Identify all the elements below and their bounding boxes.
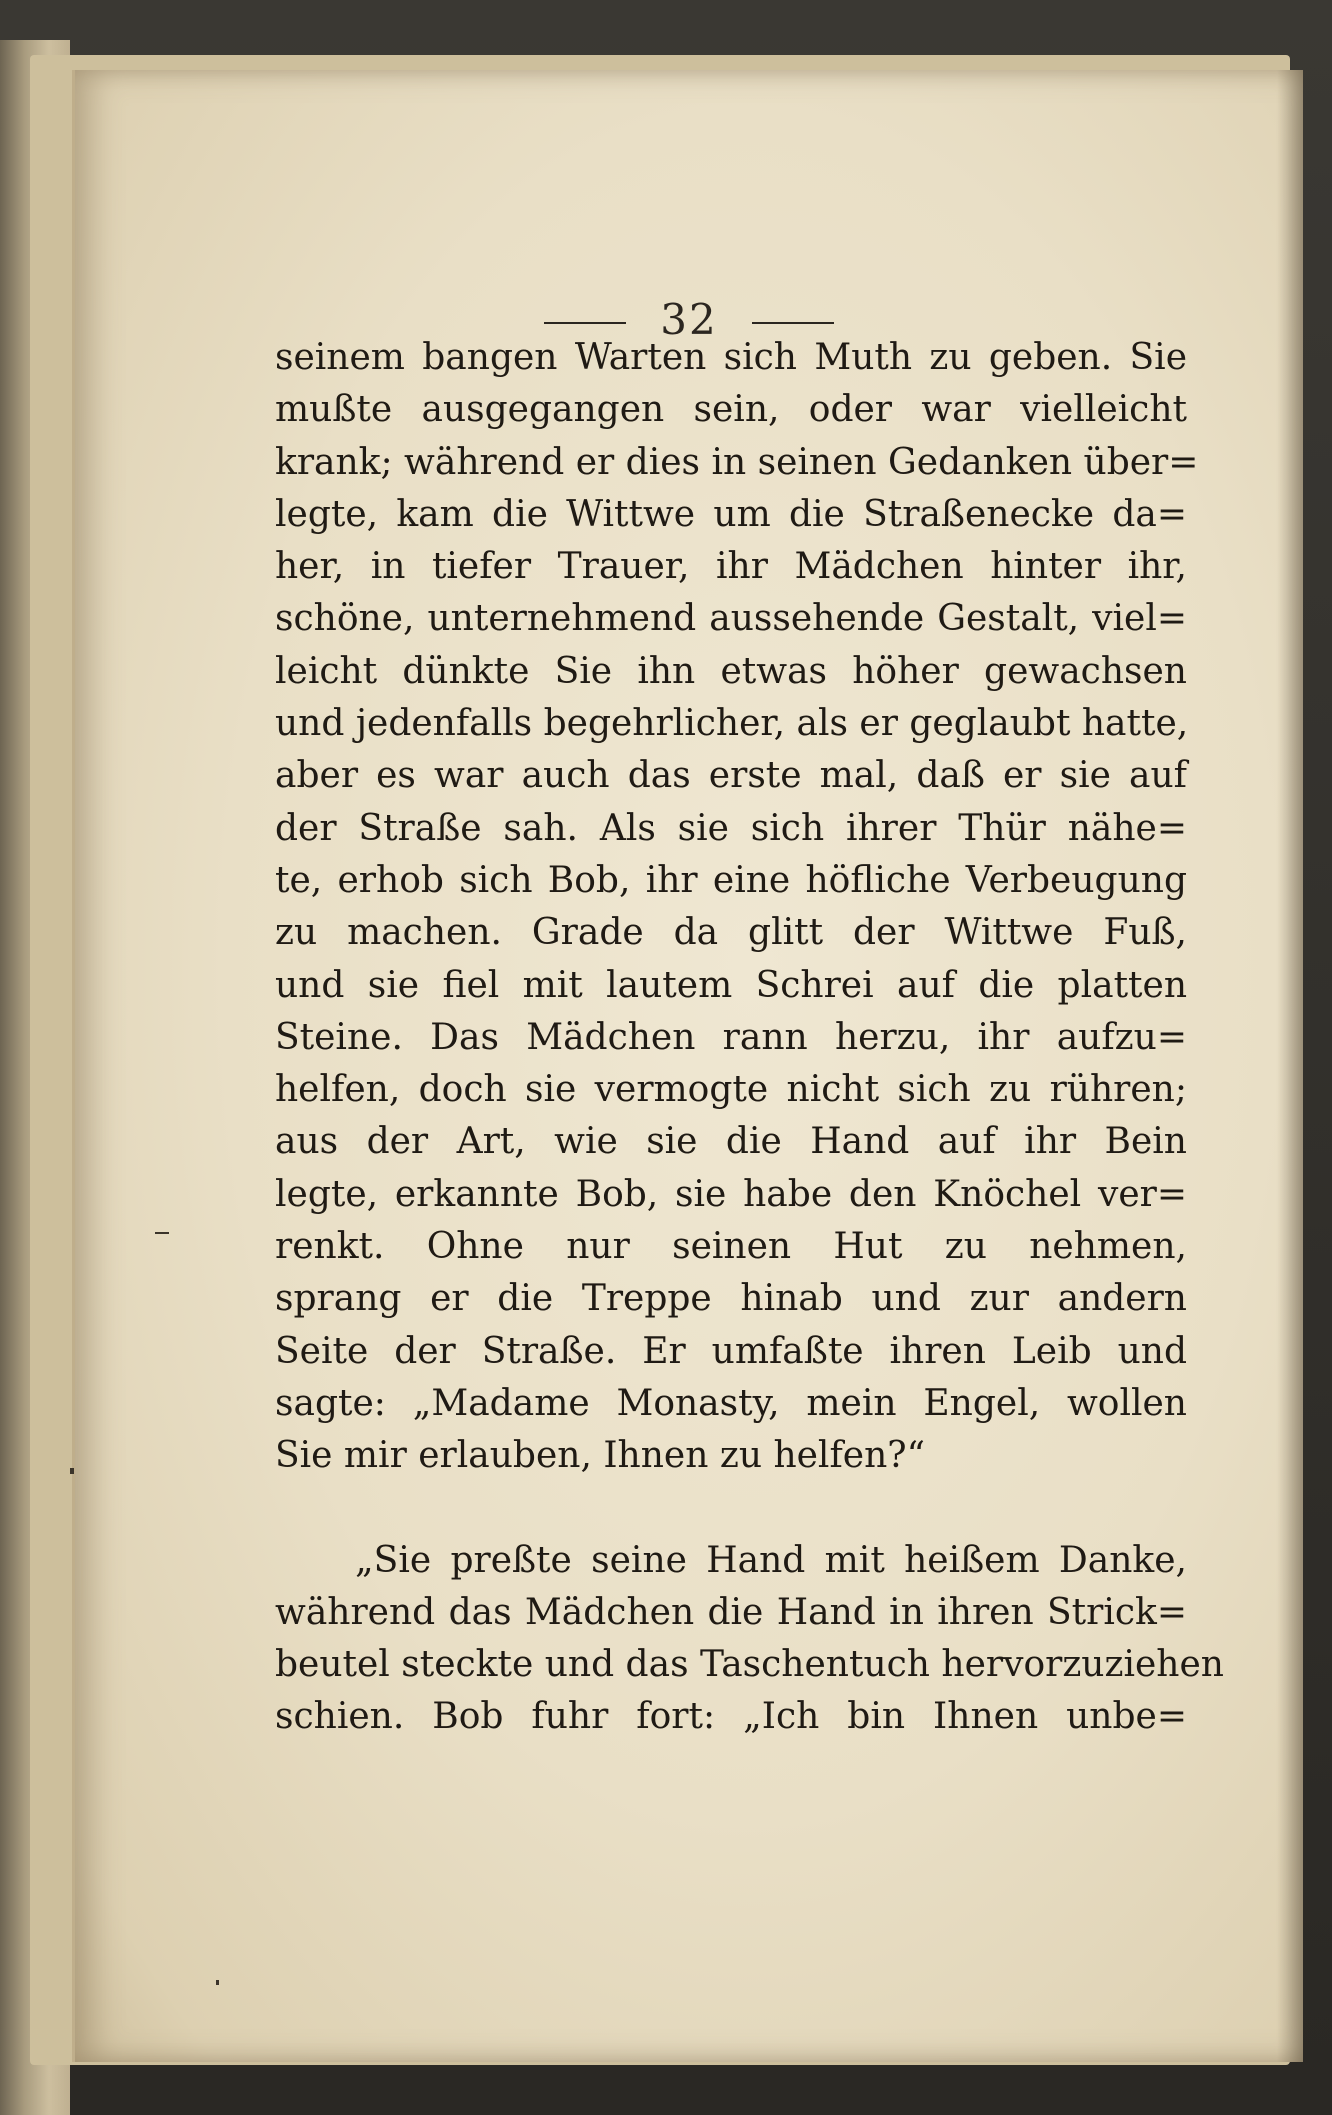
text-line: „Sie preßte seine Hand mit heißem Danke, — [355, 1539, 1187, 1581]
text-line: aber es war auch das erste mal, daß er sie auf — [275, 755, 1187, 797]
text-line: schien. Bob fuhr fort: „Ich bin Ihnen unbe= — [275, 1696, 1187, 1738]
text-line: her, in tiefer Trauer, ihr Mädchen hinter ihr, — [275, 546, 1187, 588]
text-line: sprang er die Treppe hinab und zur andern — [275, 1278, 1187, 1320]
page-number: 32 — [660, 295, 718, 344]
text-line: zu machen. Grade da glitt der Wittwe Fuß, — [275, 912, 1187, 954]
margin-speck — [216, 1980, 219, 1985]
body-text — [275, 332, 1224, 1744]
text-line: helfen, doch sie vermogte nicht sich zu rühren; — [275, 1069, 1187, 1111]
text-line: beutel steckte und das Taschentuch hervorzuziehen — [275, 1644, 1224, 1686]
margin-speck — [70, 1468, 74, 1474]
header-rule-right — [752, 322, 834, 324]
page-edge-shadow — [1277, 70, 1303, 2062]
margin-mark — [155, 1232, 169, 1234]
text-line: der Straße sah. Als sie sich ihrer Thür nähe= — [275, 807, 1187, 849]
paragraph-1 — [275, 332, 1199, 1483]
text-line: aus der Art, wie sie die Hand auf ihr Bein — [275, 1121, 1187, 1163]
paragraph-gap — [275, 1483, 1187, 1535]
text-line: renkt. Ohne nur seinen Hut zu nehmen, — [275, 1226, 1187, 1268]
text-line: und jedenfalls begehrlicher, als er geglaubt hatte, — [275, 703, 1189, 745]
text-line: legte, erkannte Bob, sie habe den Knöchel ver= — [275, 1173, 1187, 1215]
header-rule-left — [544, 322, 626, 324]
text-line: und sie fiel mit lautem Schrei auf die platten — [275, 964, 1187, 1006]
text-line: leicht dünkte Sie ihn etwas höher gewachsen — [275, 650, 1187, 692]
text-line: schöne, unternehmend aussehende Gestalt, viel= — [275, 598, 1187, 640]
text-line: Seite der Straße. Er umfaßte ihren Leib und — [275, 1330, 1187, 1372]
text-line: seinem bangen Warten sich Muth zu geben. Sie — [275, 337, 1187, 378]
text-line: Steine. Das Mädchen rann herzu, ihr aufzu= — [275, 1016, 1187, 1058]
text-line: krank; während er dies in seinen Gedanken über= — [275, 441, 1199, 483]
text-line: sagte: „Madame Monasty, mein Engel, wollen — [275, 1382, 1187, 1424]
text-line: während das Mädchen die Hand in ihren Strick= — [275, 1591, 1187, 1633]
text-line: te, erhob sich Bob, ihr eine höfliche Verbeugung — [275, 859, 1187, 901]
paragraph-2 — [275, 1535, 1224, 1744]
text-line: Sie mir erlauben, Ihnen zu helfen?“ — [275, 1435, 925, 1477]
text-line: legte, kam die Wittwe um die Straßenecke da= — [275, 493, 1187, 535]
text-line: mußte ausgegangen sein, oder war vielleicht — [275, 389, 1187, 431]
